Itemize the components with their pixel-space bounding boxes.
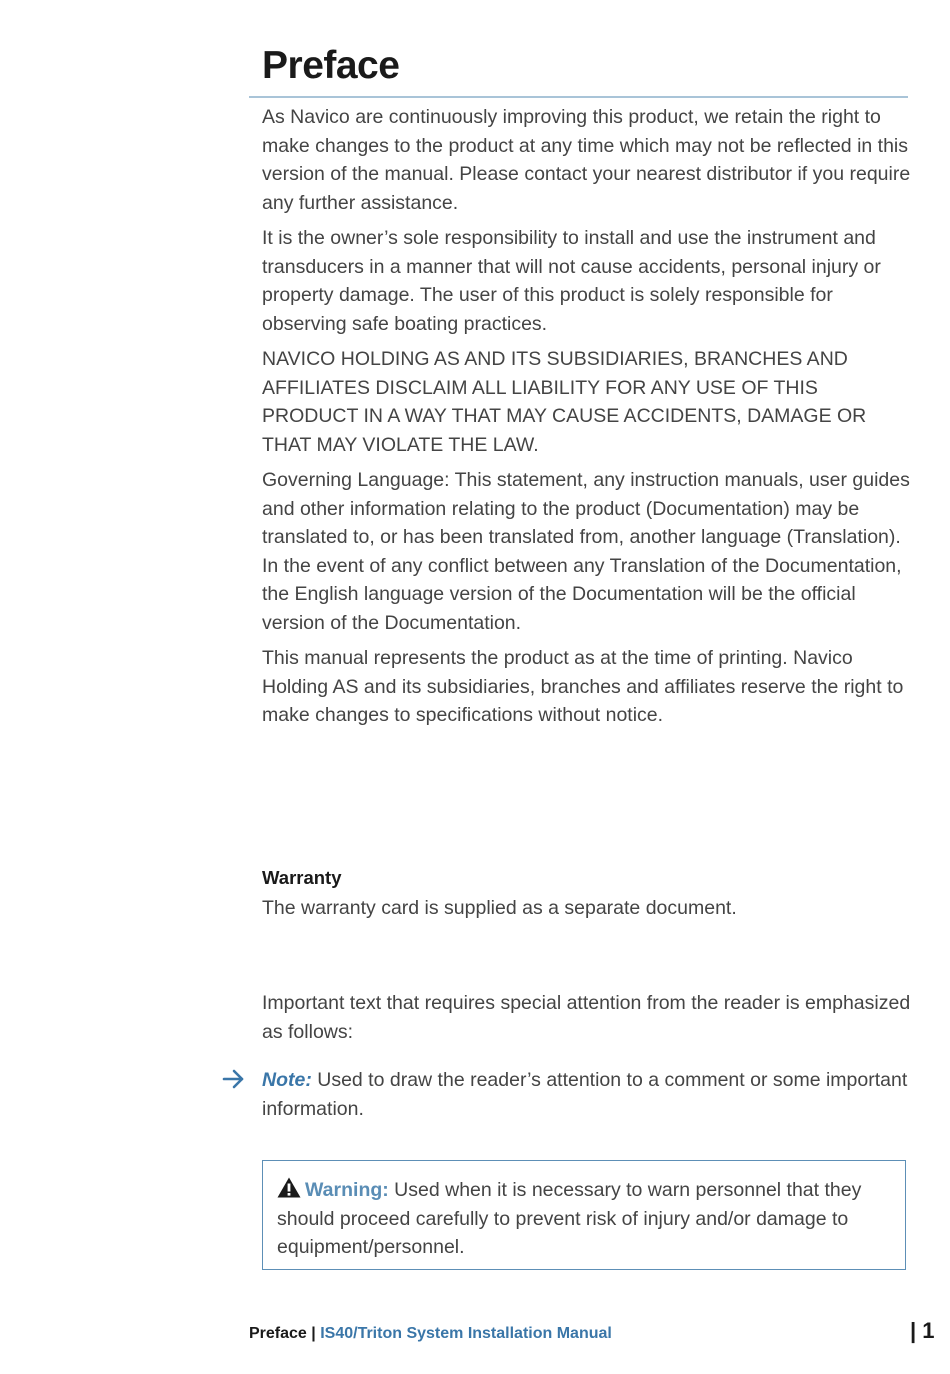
paragraph-responsibility: It is the owner’s sole responsibility to install and use the instrument and transducers in a manner that will not cause accidents, personal injury or property damage. The user of this product is solely responsible for observing safe boating practices. — [262, 227, 881, 335]
warranty-text: The warranty card is supplied as a separate document. — [262, 897, 737, 919]
page-number-separator: | — [910, 1318, 923, 1343]
footer-separator: | — [306, 1325, 321, 1342]
page-footer — [249, 1325, 612, 1343]
footer-section: Preface — [249, 1325, 307, 1342]
title-divider — [249, 96, 908, 98]
note — [262, 1066, 912, 1123]
page-number-value: 1 — [922, 1318, 935, 1343]
warning-triangle-icon — [277, 1177, 301, 1198]
warning — [277, 1176, 887, 1262]
page-title: Preface — [262, 44, 400, 87]
arrow-right-icon — [222, 1067, 246, 1091]
page-number — [910, 1318, 935, 1344]
paragraph-governing-language: Governing Language: This statement, any instruction manuals, user guides and other information relating to the product (Documentation) may be translated to, or has been translated from, another language (Translation). In the event of any conflict between any Translation of the Documentation, the English language version of the Documentation will be the official version of the Documentation. — [262, 469, 910, 634]
paragraph-specifications: This manual represents the product as at the time of printing. Navico Holding AS and its subsidiaries, branches and affiliates reserve the right to make changes to specifications without notice. — [262, 647, 904, 726]
warning-box — [262, 1160, 906, 1270]
paragraph-disclaimer: NAVICO HOLDING AS AND ITS SUBSIDIARIES, BRANCHES AND AFFILIATES DISCLAIM ALL LIABILITY FOR ANY USE OF THIS PRODUCT IN A WAY THAT MAY CAUSE ACCIDENTS, DAMAGE OR THAT MAY VIOLATE THE LAW. — [262, 348, 867, 456]
warning-label: Warning: — [305, 1179, 389, 1201]
note-label: Note: — [262, 1069, 312, 1091]
important-text: Important text that requires special attention from the reader is emphasized as follows: — [262, 992, 911, 1043]
footer-manual-title: IS40/Triton System Installation Manual — [320, 1325, 612, 1342]
note-text: Used to draw the reader’s attention to a comment or some important information. — [262, 1069, 908, 1120]
warning-text: Used when it is necessary to warn personnel that they should proceed carefully to prevent risk of injury and/or damage to equipment/personnel. — [277, 1179, 862, 1258]
warranty-heading: Warranty — [262, 867, 342, 888]
paragraph-improvements: As Navico are continuously improving this product, we retain the right to make changes to the product at any time which may not be reflected in this version of the manual. Please contact your nearest distributor if you require any further assistance. — [262, 106, 911, 214]
preface-body — [262, 103, 912, 737]
